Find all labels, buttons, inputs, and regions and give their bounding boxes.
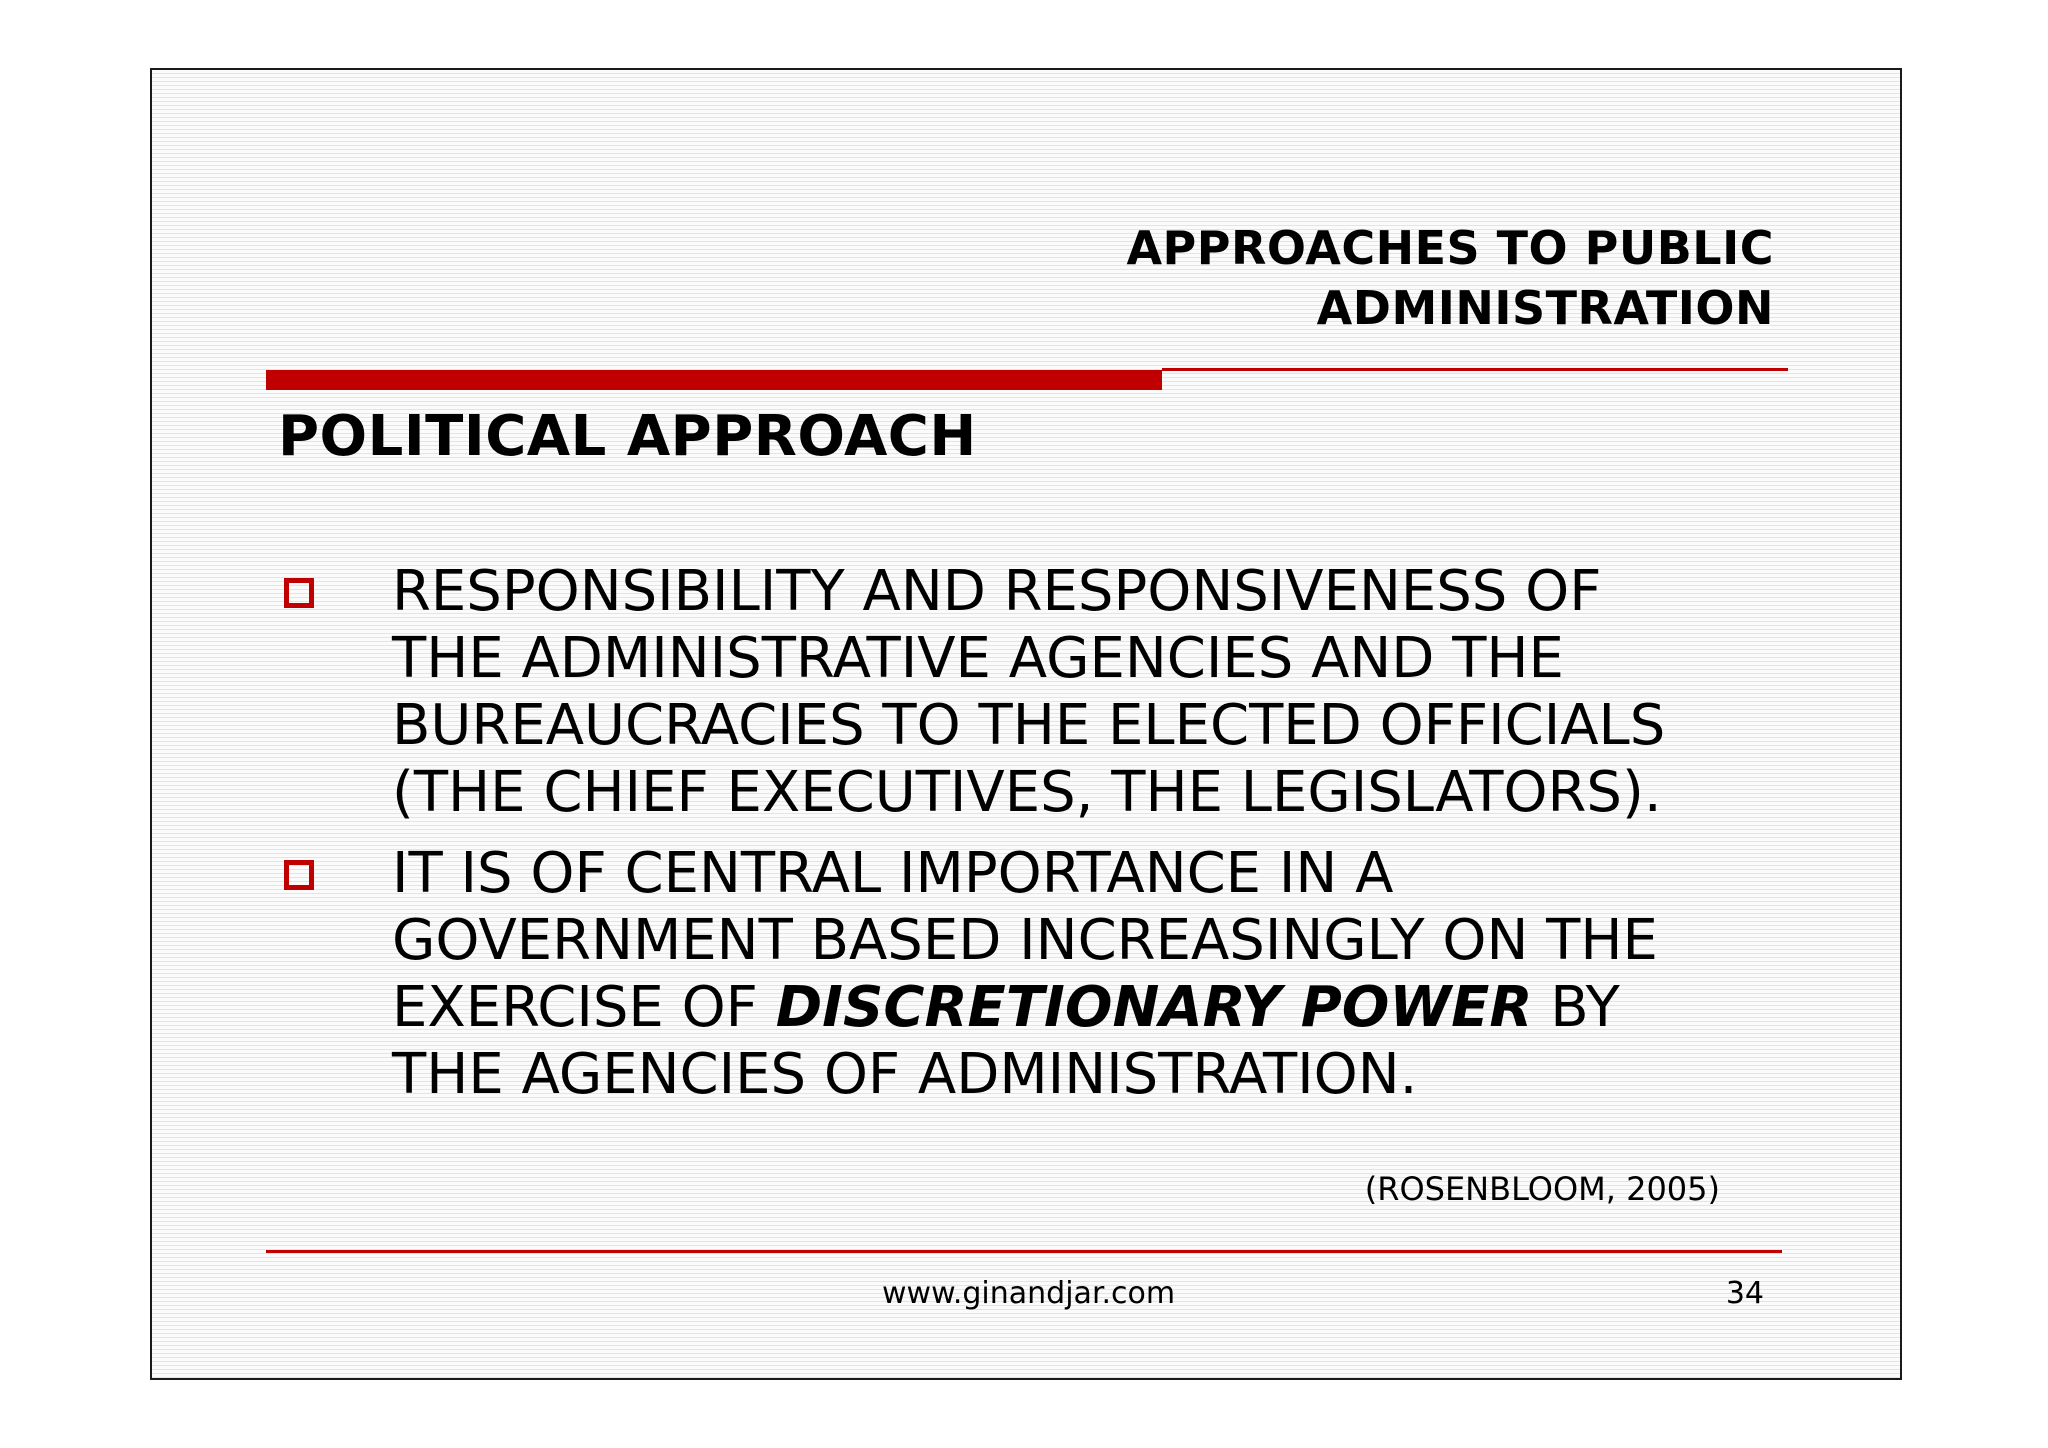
slide [150,68,1902,1380]
slide-header-title [874,218,1774,338]
hollow-square-bullet-icon [284,860,314,890]
citation: (ROSENBLOOM, 2005) [1364,1170,1720,1208]
bullet-text-2-after: BY THE AGENCIES OF ADMINISTRATION. [392,975,1620,1107]
section-title: POLITICAL APPROACH [278,404,977,469]
bullet-text-1: RESPONSIBILITY AND RESPONSIVENESS OF THE ADMINISTRATIVE AGENCIES AND THE BUREAUCRACIES TO THE ELECTED OFFICIALS (THE CHIEF EXECUTIVES, THE LEGISLATORS). [392,559,1666,825]
header-divider-thick [266,370,1162,390]
bullet-text-2-before: IT IS OF CENTRAL IMPORTANCE IN A GOVERNMENT BASED INCREASINGLY ON THE EXERCISE OF [392,841,1658,1040]
footer-url: www.ginandjar.com [882,1276,1176,1311]
page-number: 34 [1725,1276,1764,1311]
bullet-item-1 [278,558,1798,826]
header-title-line-2: ADMINISTRATION [1316,281,1774,335]
bullet-list [278,558,1798,1122]
bullet-text-2 [392,840,1798,1108]
footer-divider [266,1250,1782,1253]
hollow-square-bullet-icon [284,578,314,608]
bullet-text-2-emphasis: DISCRETIONARY POWER [775,975,1533,1040]
header-title-line-1: APPROACHES TO PUBLIC [1126,221,1774,275]
header-divider-thin [1162,368,1788,371]
bullet-item-2 [278,840,1798,1108]
